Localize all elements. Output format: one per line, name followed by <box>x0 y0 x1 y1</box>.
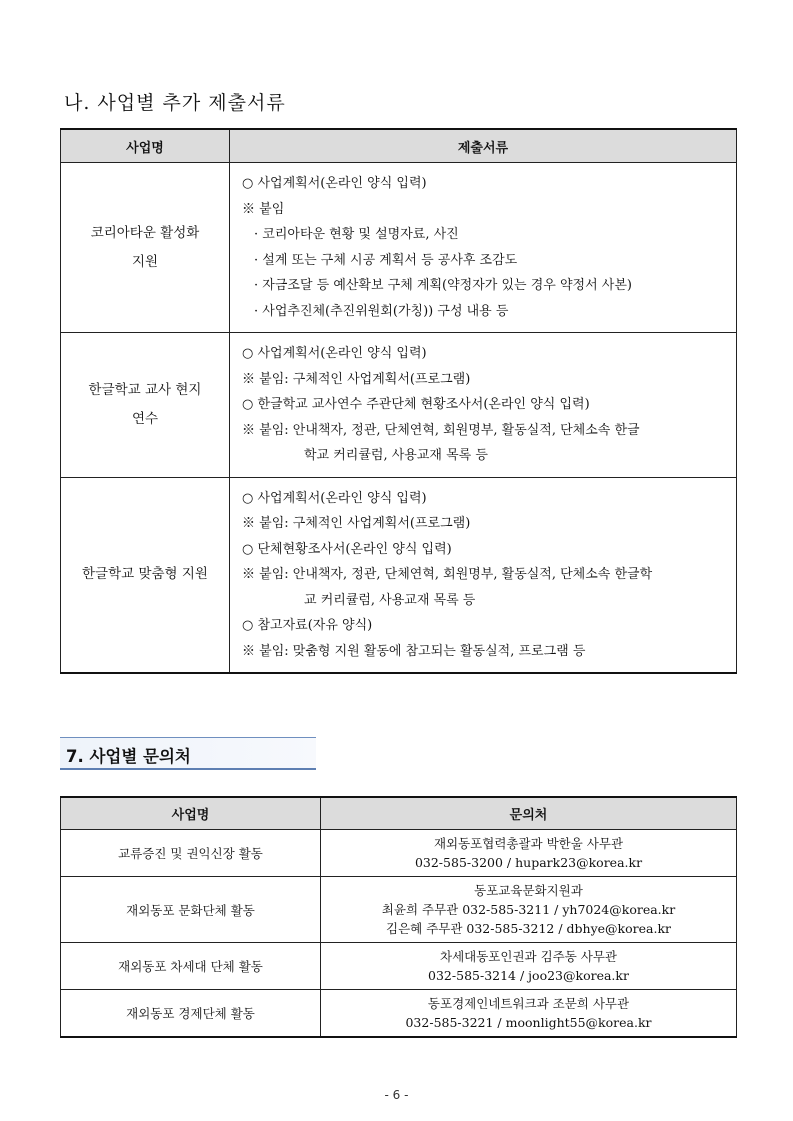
documents-cell <box>230 163 737 333</box>
contact-line: 032-585-3214 / joo23@korea.kr <box>428 968 629 983</box>
document-line: · 코리아타운 현황 및 설명자료, 사진 <box>254 227 459 242</box>
document-line: ※ 붙임 <box>242 201 285 217</box>
page-number: - 6 - <box>384 1088 409 1102</box>
table-row <box>61 877 737 943</box>
document-line: ○ 참고자료(자유 양식) <box>242 618 373 633</box>
document-line: ※ 붙임: 구체적인 사업계획서(프로그램) <box>242 371 471 387</box>
project-name-cell: 재외동포 차세대 단체 활동 <box>61 943 321 990</box>
project-name-cell <box>61 333 230 478</box>
header-contact: 문의처 <box>321 797 737 830</box>
table-row <box>61 163 737 333</box>
project-name-cell: 재외동포 문화단체 활동 <box>61 877 321 943</box>
table-row <box>61 943 737 990</box>
header-project: 사업명 <box>61 129 230 163</box>
additional-documents-table <box>60 128 737 674</box>
table-row <box>61 990 737 1038</box>
contact-line: 차세대동포인권과 김주동 사무관 <box>440 949 617 964</box>
contact-cell <box>321 943 737 990</box>
contact-line: 재외동포협력총괄과 박한울 사무관 <box>433 836 624 851</box>
document-line: 학교 커리큘럼, 사용교재 목록 등 <box>304 448 488 463</box>
contact-line: 032-585-3200 / hupark23@korea.kr <box>414 855 643 870</box>
document-line: ※ 붙임: 안내책자, 정관, 단체연혁, 회원명부, 활동실적, 단체소속 한글학 <box>242 567 653 582</box>
section-title-additional-documents: 나. 사업별 추가 제출서류 <box>64 92 286 114</box>
project-name-cell: 교류증진 및 권익신장 활동 <box>61 830 321 877</box>
document-line: ○ 사업계획서(온라인 양식 입력) <box>242 490 427 506</box>
document-line: ※ 붙임: 안내책자, 정관, 단체연혁, 회원명부, 활동실적, 단체소속 한글 <box>242 422 640 438</box>
documents-cell <box>230 333 737 478</box>
document-line: ○ 한글학교 교사연수 주관단체 현황조사서(온라인 양식 입력) <box>242 397 590 412</box>
document-line: ※ 붙임: 구체적인 사업계획서(프로그램) <box>242 516 471 531</box>
project-name-line: 지원 <box>131 253 159 270</box>
table-row <box>61 830 737 877</box>
contact-cell <box>321 990 737 1038</box>
document-line: · 자금조달 등 예산확보 구체 계획(약정자가 있는 경우 약정서 사본) <box>254 278 632 293</box>
project-name-cell <box>61 477 230 673</box>
section-heading-text: 7. 사업별 문의처 <box>66 747 191 766</box>
section-heading-contacts <box>60 737 316 770</box>
table-header-row <box>61 129 737 163</box>
project-name-line: 한글학교 맞춤형 지원 <box>82 566 208 583</box>
document-line: ○ 사업계획서(온라인 양식 입력) <box>242 346 427 361</box>
documents-cell <box>230 477 737 673</box>
table-row <box>61 477 737 673</box>
project-name-line: 한글학교 교사 현지 <box>88 381 202 398</box>
contact-line: 최윤희 주무관 032-585-3211 / yh7024@korea.kr <box>381 902 676 917</box>
project-name-cell: 재외동포 경제단체 활동 <box>61 990 321 1038</box>
header-project: 사업명 <box>61 797 321 830</box>
header-documents: 제출서류 <box>230 129 737 163</box>
document-line: ○ 단체현황조사서(온라인 양식 입력) <box>242 541 452 557</box>
document-line: · 사업추진체(추진위원회(가칭)) 구성 내용 등 <box>254 303 509 319</box>
contact-cell <box>321 830 737 877</box>
table-row <box>61 333 737 478</box>
table-header-row <box>61 797 737 830</box>
document-line: · 설계 또는 구체 시공 계획서 등 공사후 조감도 <box>254 252 518 268</box>
contact-line: 김은혜 주무관 032-585-3212 / dbhye@korea.kr <box>386 921 671 936</box>
project-name-line: 코리아타운 활성화 <box>90 224 200 241</box>
contacts-table <box>60 796 737 1038</box>
document-line: ○ 사업계획서(온라인 양식 입력) <box>242 176 427 191</box>
document-line: ※ 붙임: 맞춤형 지원 활동에 참고되는 활동실적, 프로그램 등 <box>242 643 586 659</box>
project-name-cell <box>61 163 230 333</box>
contact-cell <box>321 877 737 943</box>
contact-line: 032-585-3221 / moonlight55@korea.kr <box>405 1015 652 1030</box>
contact-line: 동포경제인네트워크과 조문희 사무관 <box>427 996 630 1011</box>
project-name-line: 연수 <box>131 410 159 427</box>
document-line: 교 커리큘럼, 사용교재 목록 등 <box>304 592 476 608</box>
contact-line: 동포교육문화지원과 <box>474 883 583 898</box>
